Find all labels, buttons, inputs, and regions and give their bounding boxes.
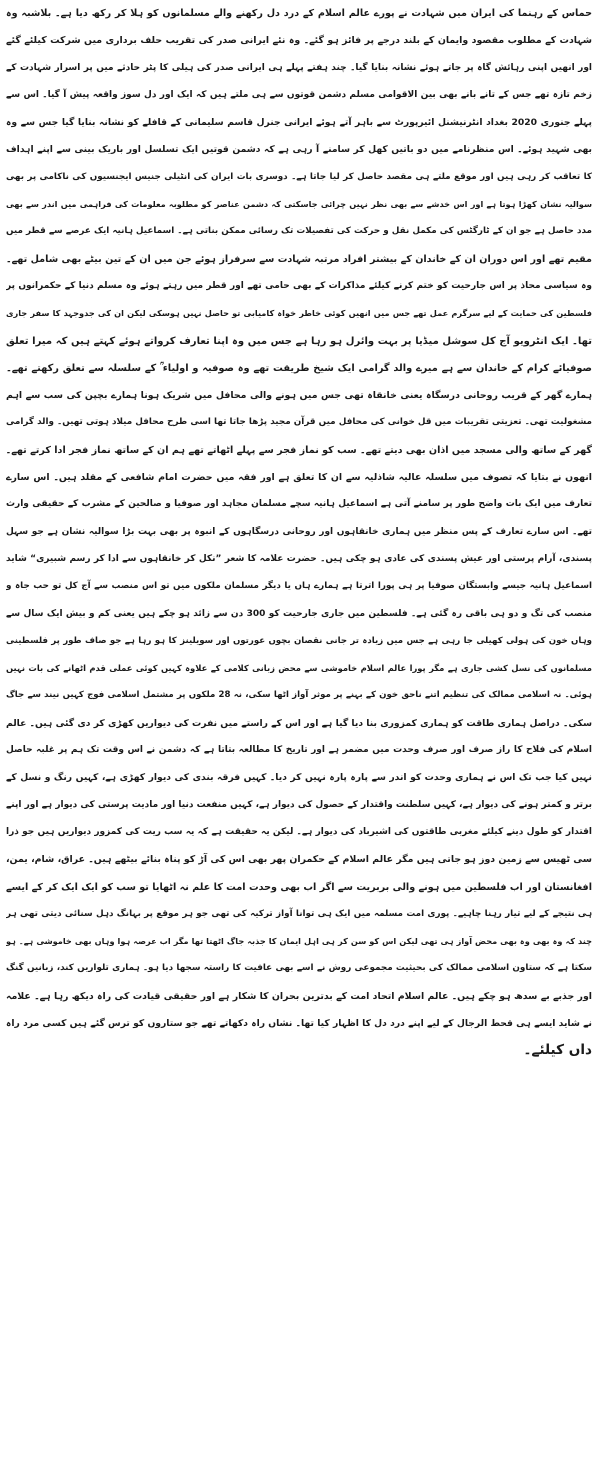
article-line: اور جذبے بے سدھ ہو چکے ہیں۔ عالم اسلام اتحاد امت کے بدترین بحران کا شکار ہے اور حقیقی قیادت کی راہ دیکھ رہا ہے۔ علامہ <box>6 990 592 1002</box>
article-line: ہمارے گھر کے قریب روحانی درسگاہ یعنی خانقاہ تھی جس میں ہونے والی محافل میں شریک ہونا ہمارے بچپن کی سب سے اہم <box>6 390 592 402</box>
article-line: تھا۔ ایک انٹرویو آج کل سوشل میڈیا پر بہت وائرل ہو رہا ہے جس میں وہ اپنا تعارف کرواتے ہوئے کہتے ہیں کہ میرا تعلق <box>6 335 592 347</box>
article-line: صوفیائے کرام کے خاندان سے ہے میرے والد گرامی ایک شیخ طریقت تھے وہ صوفیہ و اولیاء ؒ کے سلسلہ سے تعلق رکھتے تھے۔ <box>6 362 592 374</box>
article-line: مشغولیت تھی۔ تعزیتی تقریبات میں قل خوانی کی محافل میں قرآن مجید پڑھا جاتا تھا اسی طرح محافل میلاد ہوتی تھیں۔ والد گرامی <box>6 417 592 428</box>
article-line: اقتدار کو طول دینے کیلئے مغربی طاقتوں کی اشیرباد کی دیوار ہے۔ لیکن یہ حقیقت ہے کہ یہ سب ریت کی کمزور دیواریں ہیں جو ذرا <box>6 826 592 837</box>
article-line: پسندی، آرام پرستی اور عیش پسندی کی عادی ہو چکی ہیں۔ حضرت علامہ کا شعر ”نکل کر خانقاہوں سے ادا کر رسم شبیری“ شاید <box>6 553 592 564</box>
article-line: انھوں نے بتایا کہ تصوف میں سلسلہ عالیہ شاذلیہ سے ان کا تعلق ہے اور فقہ میں حضرت امام شافعی کے مقلد ہیں۔ اس سارے <box>6 472 592 484</box>
article-line: پہلے جنوری 2020 بغداد انٹرنیشنل ائیرپورٹ سے باہر آتے ہوئے ایرانی جنرل قاسم سلیمانی کے قافلے کو نشانہ بنایا گیا جس سے وہ <box>6 117 592 129</box>
article-line: مقیم تھے اور اس دوران ان کے خاندان کے بیشتر افراد مرتبہ شہادت سے سرفراز ہوئے جن میں ان کے تین بیٹے بھی شامل تھے۔ <box>6 253 592 265</box>
article-line: بھی شہید ہوئے۔ اس منظرنامے میں دو باتیں کھل کر سامنے آ رہی ہے کہ دشمن قوتیں ایک تسلسل اور باریک بینی سے اپنے اہداف <box>6 144 592 156</box>
article-line: وہاں خون کی ہولی کھیلی جا رہی ہے جس میں زیادہ تر جانی نقصان بچوں عورتوں اور سویلینز کا ہو رہا ہے جو صاف طور پر فلسطینی <box>6 635 592 646</box>
article-line: اسلام کی فلاح کا راز صرف اور صرف وحدت میں مضمر ہے اور تاریخ کا مطالعہ بتاتا ہے کہ دشمن نے اس وقت تک ہم پر غلبہ حاصل <box>6 745 592 756</box>
article-line: فلسطین کی حمایت کے لیے سرگرم عمل تھے جس میں انھیں کوئی خاطر خواہ کامیابی تو حاصل نہیں ہوسکی لیکن ان کی جدوجہد کا سفر جاری <box>6 308 592 319</box>
article-line: زخم تازہ تھے جس کے تانے بانے بھی بین الاقوامی مسلم دشمن قوتوں سے ہی ملتے ہیں کہ ایک اور دل سوز واقعہ پیش آ گیا۔ اس سے <box>6 89 592 100</box>
article-line: مسلمانوں کی نسل کشی جاری ہے مگر پورا عالم اسلام خاموشی سے محض زبانی کلامی کے علاوہ کہیں کوئی عملی قدم اٹھانے کی بات نہیں <box>6 663 592 674</box>
article-line: اور انھیں اپنی رہائش گاہ پر جاتے ہوئے نشانہ بنایا گیا۔ چند ہفتے پہلے ہی ایرانی صدر کی ہیلی کا پٹر حادثے میں پر اسرار شہادت کے <box>6 62 592 73</box>
article-line: اسماعیل ہانیہ جیسے وابستگان صوفیا پر ہی پورا اترتا ہے ہمارے ہاں یا دیگر مسلمان ملکوں میں تو اس منصب سے آج کل تو حب جاہ و <box>6 581 592 592</box>
article-line: داں کیلئے۔ <box>523 1042 592 1059</box>
article-line: تھے۔ اس سارے تعارف کے پس منظر میں ہماری خانقاہوں اور روحانی درسگاہوں کے انبوہ پر بھی بہت بڑا سوالیہ نشان ہے جو سہل <box>6 526 592 537</box>
article-line: شہادت کے مطلوب مقصود وایمان کے بلند درجے پر فائز ہو گئے۔ وہ نئے ایرانی صدر کی تقریب حلف برداری میں شرکت کیلئے گئے <box>6 35 592 47</box>
article-line: وہ سیاسی محاذ پر اس جارحیت کو ختم کرنے کیلئے مذاکرات کے بھی حامی تھے اور قطر میں رہتے ہوئے وہ مسلم دنیا کے حکمرانوں پر <box>6 280 592 291</box>
article-line: مدد حاصل ہے جو ان کے ٹارگٹس کی مکمل نقل و حرکت کی تفصیلات تک رسائی ممکن بناتی ہے۔ اسماعیل ہانیہ ایک عرصے سے قطر میں <box>6 226 592 237</box>
article-line: ہوئی۔ نہ اسلامی ممالک کی تنظیم اتنے ناحق خون کے بہنے پر موثر آواز اٹھا سکی، نہ 28 ملکوں پر مشتمل اسلامی فوج کہیں نیند سے جاگ <box>6 690 592 701</box>
article-line: سی ٹھیس سے زمین دوز ہو جاتی ہیں مگر عالم اسلام کے حکمران پھر بھی اس کی آڑ کو پناہ بنائے بیٹھے ہیں۔ عراق، شام، یمن، <box>6 854 592 866</box>
article-line: منصب کی تگ و دو ہی باقی رہ گئی ہے۔ فلسطین میں جاری جارحیت کو 300 دن سے زائد ہو چکے ہیں یعنی کم و بیش ایک سال سے <box>6 608 592 619</box>
article-line: سوالیہ نشان کھڑا ہوتا ہے اور اس خدشے سے بھی نظر نہیں چرائی جاسکتی کہ دشمن عناصر کو مطلوبہ معلومات کی فراہمی میں اندر سے بھی <box>6 199 592 210</box>
article-line: افغانستان اور اب فلسطین میں ہونے والی بربریت سے اگر اب بھی وحدت امت کا علم نہ اٹھایا تو سب کو ایک ایک کر کے ایسے <box>6 881 592 893</box>
article-line: نہیں کیا جب تک اس نے ہماری وحدت کو اندر سے پارہ پارہ نہیں کر دیا۔ کہیں فرقہ بندی کی دیوار کھڑی ہے، کہیں رنگ و نسل کے <box>6 772 592 784</box>
article-line: برتر و کمتر ہونے کی دیوار ہے، کہیں سلطنت واقتدار کے حصول کی دیوار ہے، کہیں منفعت دنیا اور مادیت پرستی کی دیوار ہے اور اپنے <box>6 799 592 810</box>
article-line: نے شاید ایسے ہی قحط الرجال کے لیے اپنے درد دل کا اظہار کیا تھا۔ نشاں راہ دکھاتے تھے جو ستاروں کو ترس گئے ہیں کسی مرد راہ <box>6 1017 592 1029</box>
article-line: سکی۔ دراصل ہماری طاقت کو ہماری کمزوری بنا دیا گیا ہے اور اس کے راستے میں نفرت کی دیواریں کھڑی کر دی گئی ہیں۔ عالم <box>6 717 592 729</box>
article-line: کا تعاقب کر رہی ہیں اور موقع ملتے ہی مقصد حاصل کر لیا جاتا ہے۔ دوسری بات ایران کی انٹیلی جنیس ایجنسیوں کی ناکامی پر بھی <box>6 171 592 182</box>
article-line: چند کہ وہ بھی وہ بھی محض آواز ہی تھی لیکن اس کو سن کر ہی اہل ایمان کا جذبہ جاگ اٹھتا تھا مگر اب عرصہ ہوا وہاں بھی خاموشی ہے۔ ہو <box>6 936 592 947</box>
article-line: حماس کے رہنما کی ایران میں شہادت نے پورے عالم اسلام کے درد دل رکھنے والے مسلمانوں کو ہلا کر رکھ دیا ہے۔ بلاشبہ وہ <box>6 8 592 19</box>
article-line: گھر کے ساتھ والی مسجد میں اذان بھی دیتے تھے۔ سب کو نماز فجر سے پہلے اٹھاتے تھے ہم ان کے ساتھ نماز فجر ادا کرتے تھے۔ <box>6 444 592 456</box>
article-line: ہی نتیجے کے لیے تیار رہنا چاہیے۔ پوری امت مسلمہ میں ایک ہی توانا آواز ترکیہ کی تھی جو ہر موقع پر بہانگ دہل سنائی دیتی تھی ہر <box>6 908 592 919</box>
article-line: تعارف میں ایک بات واضح طور پر سامنے آتی ہے اسماعیل ہانیہ سچے مسلمان مجاہد اور صوفیا و صالحین کے مشرب کے حقیقی وارث <box>6 499 592 510</box>
article-line: سکتا ہے کہ ستاون اسلامی ممالک کی بحیثیت مجموعی روش نے اسے بھی عافیت کا راستہ سجھا دیا ہو۔ ہماری تلواریں کند، زبانیں گنگ <box>6 963 592 974</box>
